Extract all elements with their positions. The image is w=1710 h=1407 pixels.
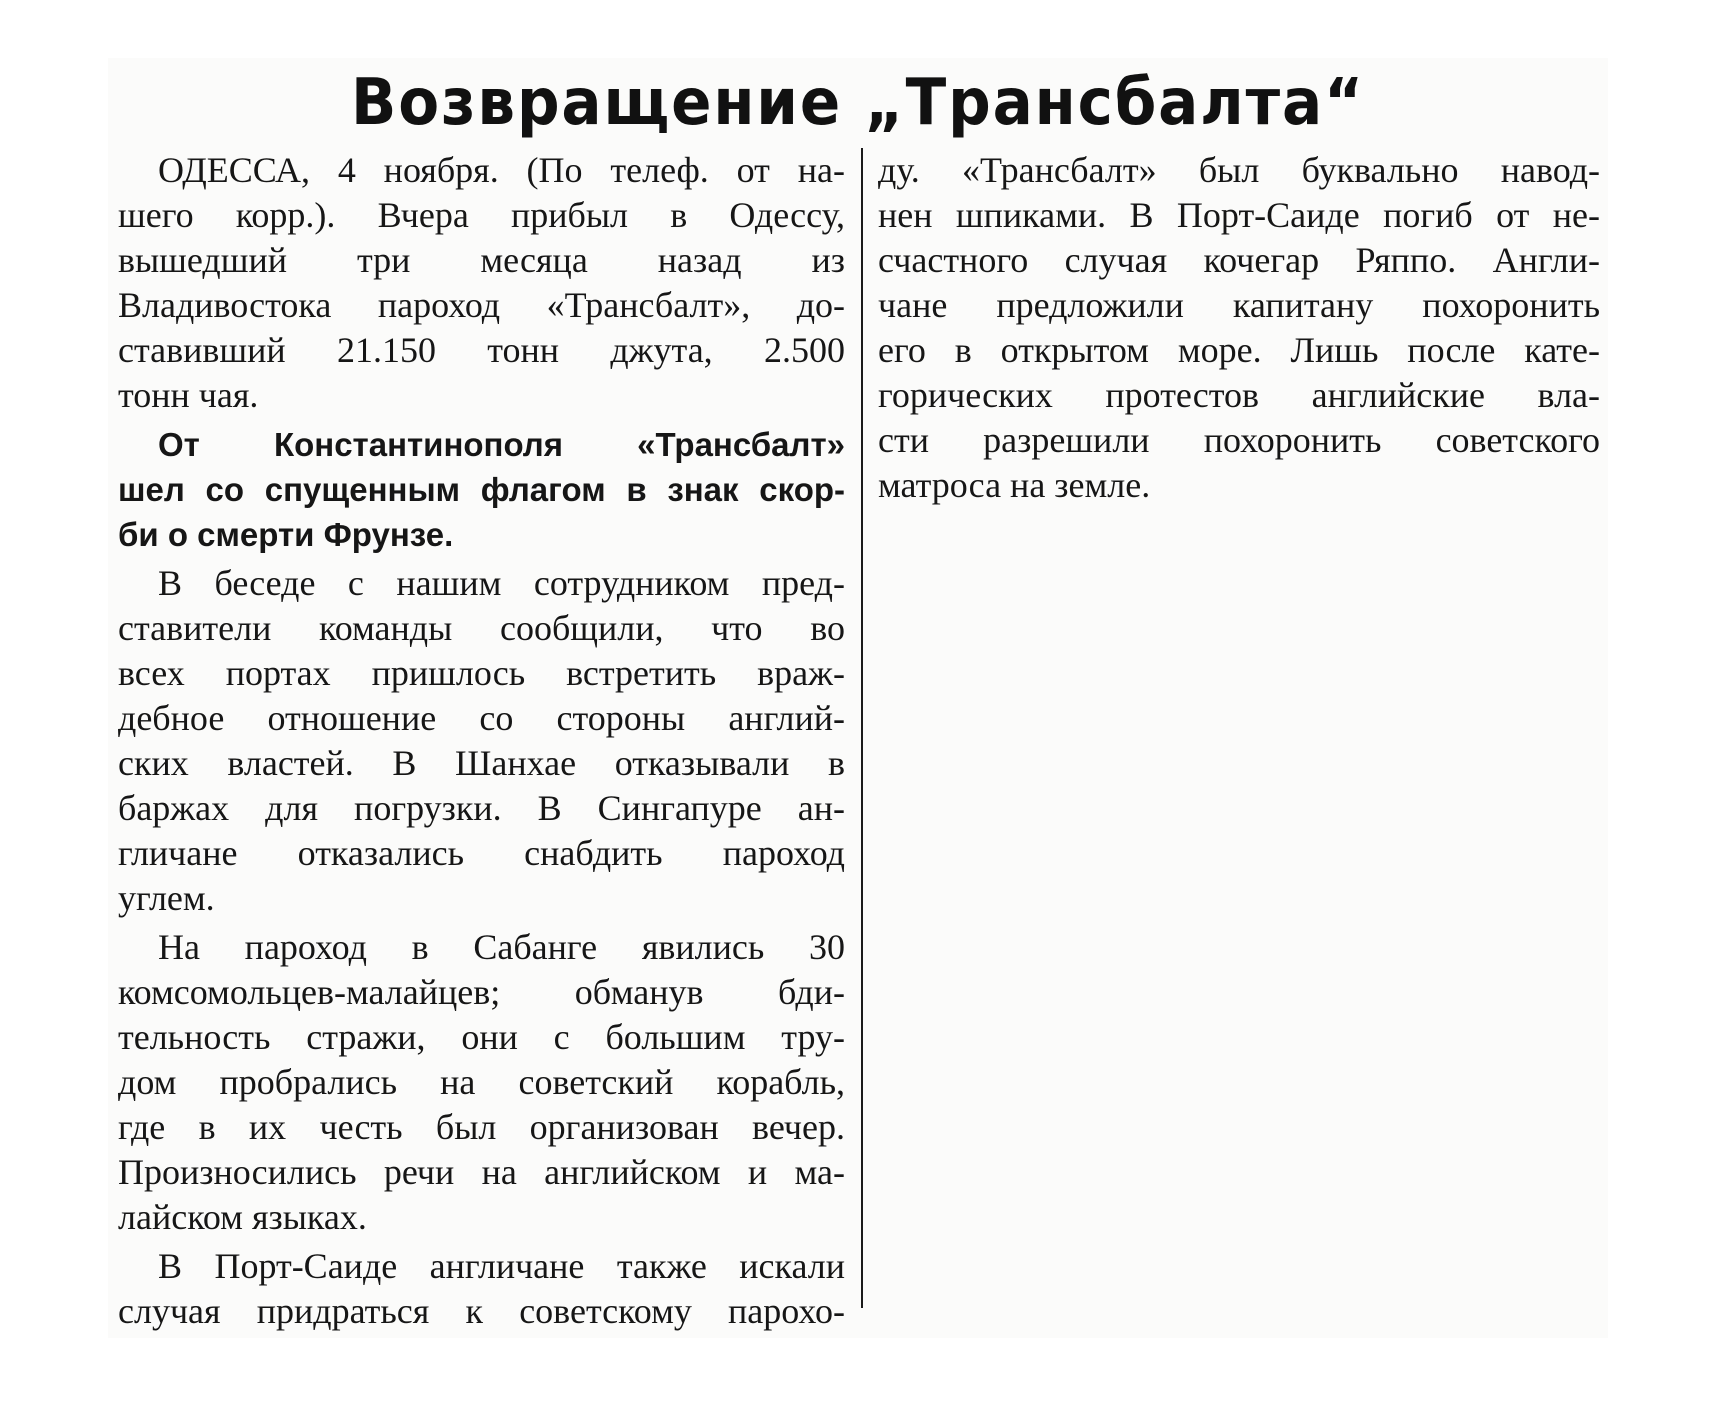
text-line: тонн чая. [118,375,259,415]
text-line: случая придраться к советскому парохо- [118,1291,845,1331]
text-line: дебное отношение со стороны англий- [118,698,845,738]
article-headline: Возвращение „Трансбалта“ [351,66,1365,140]
text-line: лайском языках. [118,1197,367,1237]
text-line: счастного случая кочегар Ряппо. Англи- [878,240,1600,280]
text-line: От Константинополя «Трансбалт» [158,426,845,463]
text-line: шего корр.). Вчера прибыл в Одессу, [118,195,845,235]
text-line: ставители команды сообщили, что во [118,608,845,648]
paragraph-bold-lead [118,422,845,557]
text-line: нен шпиками. В Порт-Саиде погиб от не- [878,195,1600,235]
text-line: би о смерти Фрунзе. [118,516,454,553]
paragraph-dateline [118,148,845,418]
text-line: вышедший три месяца назад из [118,240,845,280]
text-line: дом пробрались на советский корабль, [118,1062,845,1102]
text-line: Произносились речи на английском и ма- [118,1152,845,1192]
text-line: В Порт-Саиде англичане также искали [158,1246,845,1286]
text-line: чане предложили капитану похоронить [878,285,1600,325]
paragraph-sabang [118,925,845,1240]
text-line: ставивший 21.150 тонн джута, 2.500 [118,330,845,370]
text-line: В беседе с нашим сотрудником пред- [158,563,845,603]
text-line: тельность стражи, они с большим тру- [118,1017,845,1057]
text-line: баржах для погрузки. В Сингапуре ан- [118,788,845,828]
text-line: гличане отказались снабдить пароход [118,833,845,873]
text-line: углем. [118,878,215,918]
text-line: его в открытом море. Лишь после кате- [878,330,1600,370]
left-column [118,148,845,1334]
text-line: На пароход в Сабанге явились 30 [158,927,845,967]
paragraph-port-said [118,1244,845,1334]
text-line: ских властей. В Шанхае отказывали в [118,743,845,783]
text-line: сти разрешили похоронить советского [878,420,1600,460]
right-column [878,148,1600,508]
text-line: ду. «Трансбалт» был буквально навод- [878,150,1600,190]
text-line: где в их честь был организован вечер. [118,1107,845,1147]
text-line: матроса на земле. [878,465,1151,505]
text-line: горических протестов английские вла- [878,375,1600,415]
text-line: Владивостока пароход «Трансбалт», до- [118,285,845,325]
paragraph-interview [118,561,845,921]
text-line: шел со спущенным флагом в знак скор- [118,471,845,508]
text-line: ОДЕССА, 4 ноября. (По телеф. от на- [158,150,845,190]
paragraph-continuation [878,148,1600,508]
text-line: комсомольцев-малайцев; обманув бди- [118,972,845,1012]
column-divider [861,148,863,1308]
text-line: всех портах пришлось встретить враж- [118,653,845,693]
